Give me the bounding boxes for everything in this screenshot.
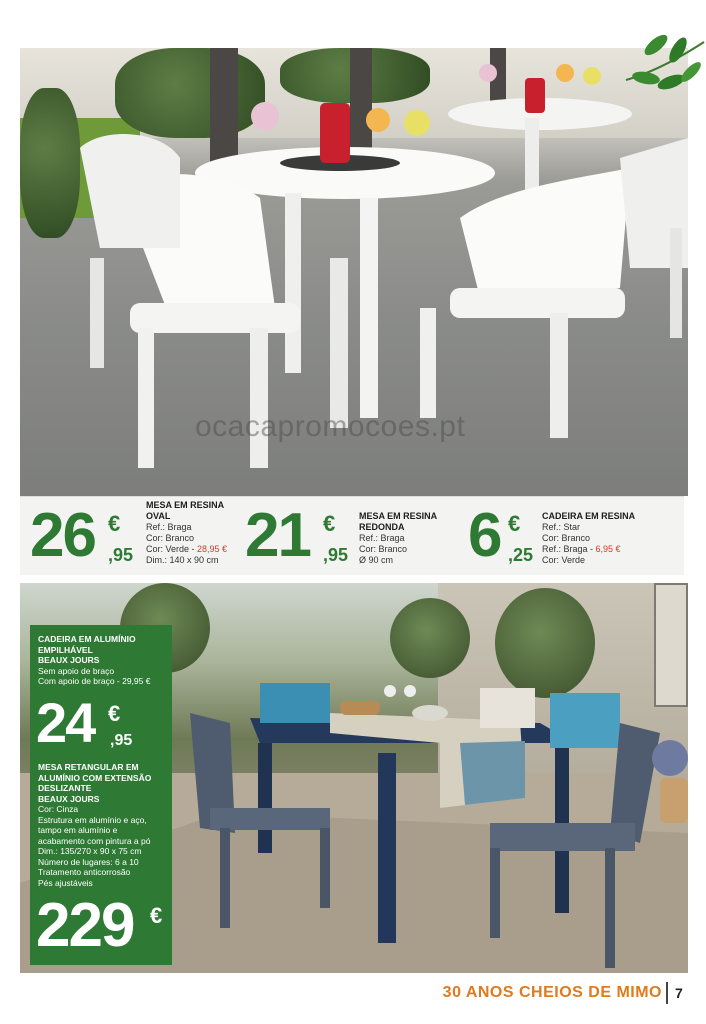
product-diameter: Ø 90 cm: [359, 555, 394, 565]
page-number: 7: [675, 985, 683, 1001]
table-price-currency: €: [150, 903, 163, 928]
price-strip: [20, 496, 684, 575]
price-decimal: ,25: [508, 545, 534, 565]
chair-price-integer: 24: [36, 691, 95, 754]
product-alt-price: 6,95 €: [595, 544, 621, 554]
table-title-line-4: BEAUX JOURS: [38, 793, 100, 804]
product-ref: Ref.: Braga: [146, 522, 192, 532]
chair-title-line-2: EMPILHÁVEL: [38, 644, 93, 655]
table-treatment: Tratamento anticorrosão: [38, 867, 131, 877]
price-decimal: ,95: [108, 545, 134, 565]
chair-option-2: Com apoio de braço - 29,95 €: [38, 676, 151, 686]
product-resin-chair: [468, 497, 678, 575]
product-color: Cor: Branco: [359, 544, 408, 554]
chair-price-currency: €: [108, 701, 121, 726]
product-color: Cor: Branco: [542, 533, 591, 543]
product-ref: Ref.: Braga: [359, 533, 405, 543]
price-integer: 21: [245, 501, 310, 570]
watermark-text: ocacapromocoes.pt: [195, 410, 466, 443]
product-details: [359, 511, 459, 566]
product-alt-ref: Ref.: Braga -: [542, 544, 596, 554]
product-oval-resin-table: [30, 497, 240, 575]
chair-title-line-1: CADEIRA EM ALUMÍNIO: [38, 634, 136, 644]
footer-divider: [666, 982, 668, 1004]
footer-slogan: 30 ANOS CHEIOS DE MIMO: [442, 984, 662, 1001]
table-title-line-3: DESLIZANTE: [38, 783, 92, 793]
product-alt-price: 28,95 €: [197, 544, 228, 554]
leaf-decoration: [616, 30, 706, 110]
product-round-resin-table: [245, 497, 465, 575]
price-currency: €: [108, 511, 121, 536]
aluminium-products-box: [30, 625, 172, 965]
table-title-line-1: MESA RETANGULAR EM: [38, 762, 139, 772]
table-color: Cor: Cinza: [38, 804, 79, 814]
price-integer: 6: [468, 501, 501, 570]
product-details: [146, 500, 238, 566]
chair-option-1: Sem apoio de braço: [38, 665, 115, 676]
price-currency: €: [323, 511, 336, 536]
table-seats: Número de lugares: 6 a 10: [38, 856, 139, 867]
product-ref: Ref.: Star: [542, 522, 581, 532]
product-title: MESA EM RESINA OVAL: [146, 500, 224, 521]
table-dimensions: Dim.: 135/270 x 90 x 75 cm: [38, 846, 142, 856]
product-alt-color: Cor: Verde: [542, 555, 586, 565]
price-currency: €: [508, 511, 521, 536]
table-feet: Pés ajustáveis: [38, 877, 93, 888]
price-integer: 26: [30, 501, 95, 570]
product-title: CADEIRA EM RESINA: [542, 511, 636, 521]
product-details: [542, 511, 635, 566]
product-dimensions: Dim.: 140 x 90 cm: [146, 555, 219, 565]
table-structure: Estrutura em alumínio e aço,: [38, 814, 147, 825]
table-price: 229: [36, 891, 134, 960]
chair-title-line-3: BEAUX JOURS: [38, 655, 100, 665]
product-alt-color: Cor: Verde -: [146, 544, 198, 554]
chair-price-decimal: ,95: [110, 732, 133, 749]
product-title: MESA EM RESINA REDONDA: [359, 511, 437, 532]
table-finish: acabamento com pintura a pó: [38, 835, 151, 846]
white-furniture-photo: [20, 48, 688, 496]
table-details: [38, 762, 151, 888]
table-title-line-2: ALUMÍNIO COM EXTENSÃO: [38, 772, 152, 783]
price-decimal: ,95: [323, 545, 349, 565]
table-top: tampo em alumínio e: [38, 825, 118, 835]
product-color: Cor: Branco: [146, 533, 195, 543]
chair-details: [38, 634, 150, 687]
